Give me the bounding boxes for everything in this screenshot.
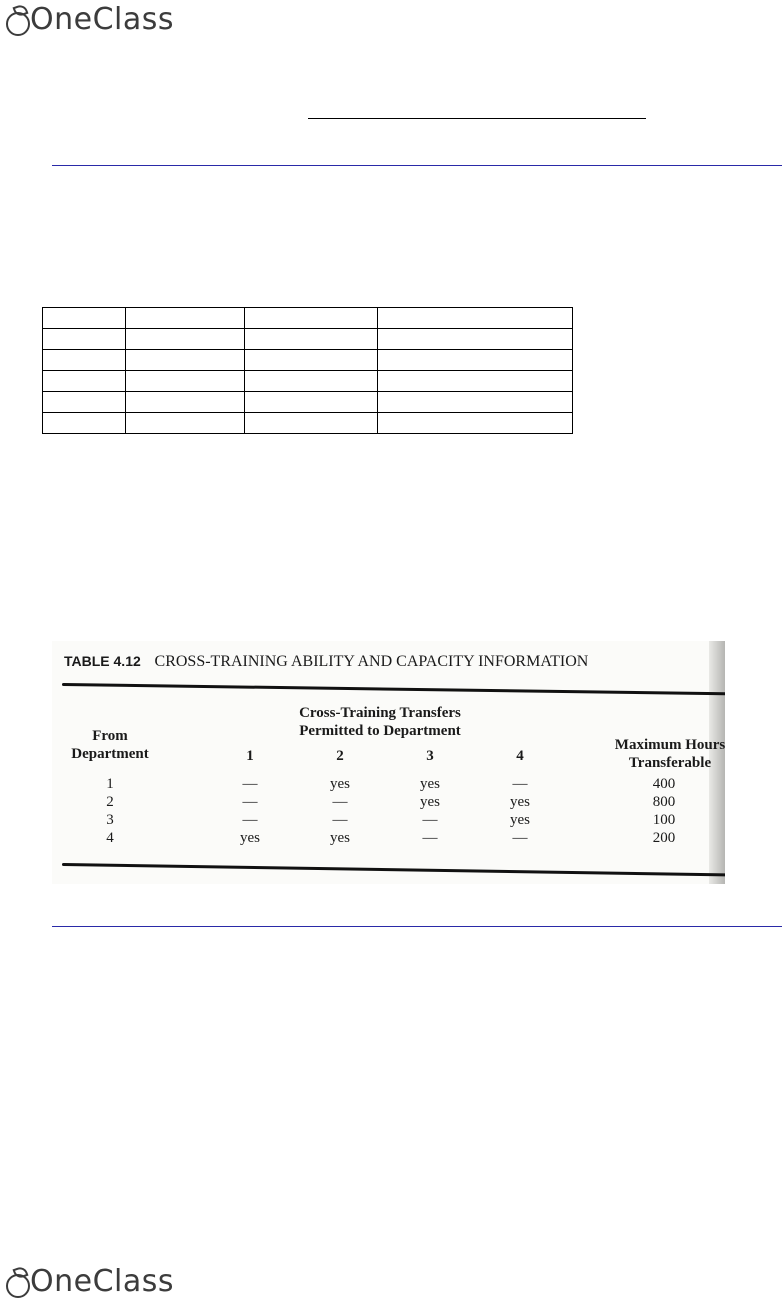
from-dept-cell: 4 bbox=[106, 830, 114, 846]
bottom-divider bbox=[52, 926, 782, 927]
table-caption bbox=[64, 653, 588, 671]
caption-number: TABLE 4.12 bbox=[64, 653, 141, 669]
dept-column-header: 3 bbox=[426, 748, 434, 764]
dept-column-header: 1 bbox=[246, 748, 254, 764]
oneclass-logo-bottom bbox=[4, 1264, 174, 1298]
top-divider bbox=[52, 165, 782, 166]
scanned-table-image bbox=[52, 641, 725, 884]
transfer-cell: yes bbox=[330, 830, 350, 846]
transfer-cell: yes bbox=[240, 830, 260, 846]
oneclass-logo-top bbox=[4, 2, 174, 36]
blank-grid-table bbox=[42, 307, 573, 434]
header-from-line1: From bbox=[92, 728, 128, 744]
table-row bbox=[43, 413, 573, 434]
transfer-cell: — bbox=[422, 830, 438, 846]
from-dept-cell: 1 bbox=[106, 776, 114, 792]
apple-icon bbox=[4, 1266, 32, 1298]
from-dept-cell: 3 bbox=[106, 812, 114, 828]
table-row bbox=[43, 329, 573, 350]
transfer-cell: yes bbox=[420, 794, 440, 810]
header-max-line1: Maximum Hours bbox=[614, 737, 725, 753]
header-cross-training bbox=[272, 704, 488, 740]
apple-icon bbox=[4, 4, 32, 36]
table-row bbox=[43, 350, 573, 371]
header-group-line1: Cross-Training Transfers bbox=[299, 705, 461, 721]
brand-wordmark: OneClass bbox=[30, 2, 175, 37]
header-group-line2: Permitted to Department bbox=[299, 723, 461, 739]
transfer-cell: — bbox=[242, 794, 258, 810]
title-underline bbox=[308, 118, 646, 119]
transfer-cell: yes bbox=[330, 776, 350, 792]
caption-title: CROSS-TRAINING ABILITY AND CAPACITY INFORMATION bbox=[154, 653, 589, 670]
transfer-cell: — bbox=[512, 830, 528, 846]
dept-column-header: 4 bbox=[516, 748, 524, 764]
transfer-cell: — bbox=[512, 776, 528, 792]
max-hours-cell: 100 bbox=[652, 812, 676, 828]
table-row bbox=[43, 371, 573, 392]
table-row bbox=[43, 308, 573, 329]
brand-wordmark: OneClass bbox=[30, 1264, 175, 1299]
table-bottom-rule bbox=[62, 863, 725, 877]
transfer-cell: — bbox=[242, 812, 258, 828]
header-from bbox=[60, 727, 160, 763]
table-row bbox=[43, 392, 573, 413]
transfer-cell: yes bbox=[510, 794, 530, 810]
max-hours-cell: 200 bbox=[652, 830, 676, 846]
from-dept-cell: 2 bbox=[106, 794, 114, 810]
header-max-line2: Transferable bbox=[628, 755, 712, 771]
transfer-cell: — bbox=[422, 812, 438, 828]
transfer-cell: — bbox=[242, 776, 258, 792]
transfer-cell: yes bbox=[420, 776, 440, 792]
max-hours-cell: 800 bbox=[652, 794, 676, 810]
header-max-hours bbox=[600, 736, 725, 772]
transfer-cell: yes bbox=[510, 812, 530, 828]
transfer-cell: — bbox=[332, 812, 348, 828]
dept-column-header: 2 bbox=[336, 748, 344, 764]
transfer-cell: — bbox=[332, 794, 348, 810]
max-hours-cell: 400 bbox=[652, 776, 676, 792]
header-from-line2: Department bbox=[71, 746, 149, 762]
table-top-rule bbox=[62, 683, 725, 695]
